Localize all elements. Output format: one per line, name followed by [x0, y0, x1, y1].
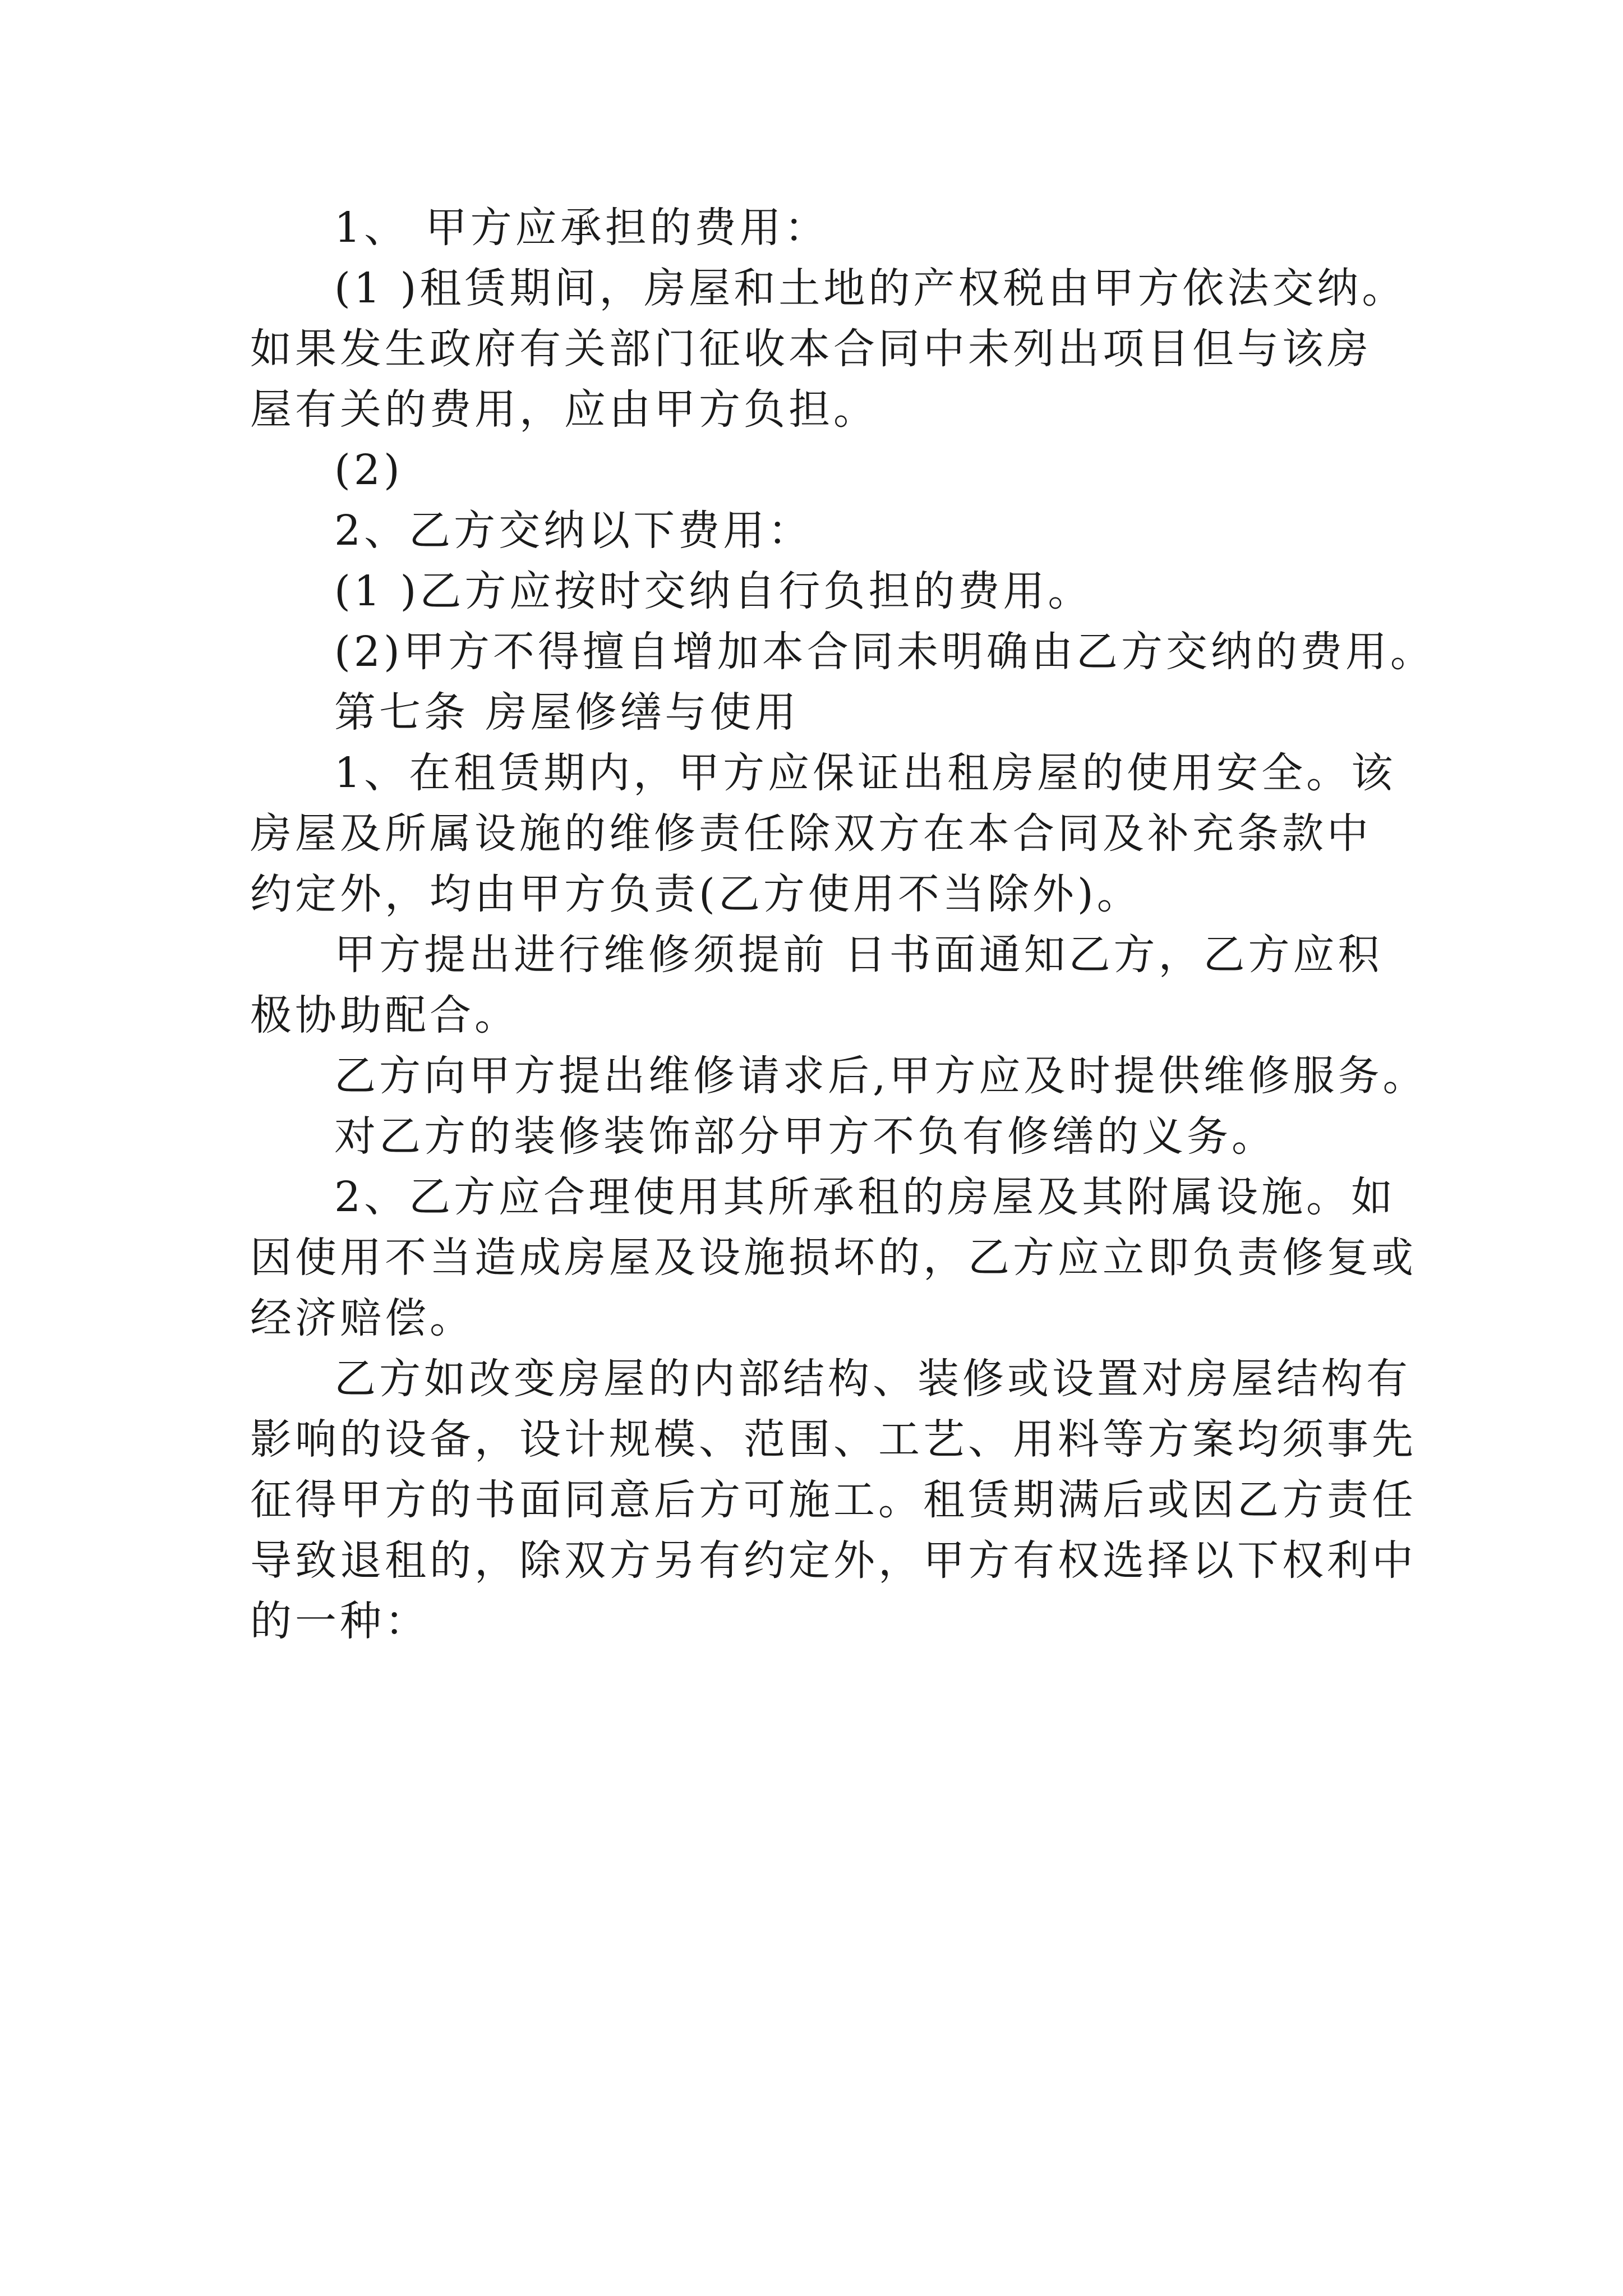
- text-line: 1、在租赁期内，甲方应保证出租房屋的使用安全。该: [334, 749, 1396, 797]
- text-line: 征得甲方的书面同意后方可施工。租赁期满后或因乙方责任: [250, 1476, 1417, 1524]
- text-line: 1、 甲方应承担的费用：: [334, 204, 829, 252]
- text-line: (1 )租赁期间，房屋和土地的产权税由甲方依法交纳。: [334, 264, 1407, 312]
- text-line: 极协助配合。: [250, 991, 519, 1039]
- text-line: 对乙方的装修装饰部分甲方不负有修缮的义务。: [334, 1112, 1276, 1161]
- text-line: 因使用不当造成房屋及设施损坏的，乙方应立即负责修复或: [250, 1234, 1417, 1282]
- text-line: 经济赔偿。: [250, 1294, 474, 1342]
- text-line: 2、乙方应合理使用其所承租的房屋及其附属设施。如: [334, 1173, 1396, 1221]
- text-line: 乙方向甲方提出维修请求后,甲方应及时提供维修服务。: [334, 1052, 1428, 1100]
- text-line: (2): [334, 446, 403, 494]
- section-heading: 第七条 房屋修缮与使用: [334, 688, 800, 737]
- text-line: 2、乙方交纳以下费用：: [334, 507, 813, 555]
- text-line: 如果发生政府有关部门征收本合同中未列出项目但与该房: [250, 325, 1372, 373]
- document-body: [250, 197, 1435, 1651]
- text-line: 屋有关的费用，应由甲方负担。: [250, 385, 878, 434]
- text-line: 导致退租的，除双方另有约定外，甲方有权选择以下权利中: [250, 1536, 1417, 1585]
- text-line: 的一种：: [250, 1597, 430, 1645]
- text-line: 乙方如改变房屋的内部结构、装修或设置对房屋结构有: [334, 1355, 1411, 1403]
- text-line: (2)甲方不得擅自增加本合同未明确由乙方交纳的费用。: [334, 628, 1435, 676]
- text-line: 约定外，均由甲方负责(乙方使用不当除外)。: [250, 870, 1142, 918]
- text-line: 房屋及所属设施的维修责任除双方在本合同及补充条款中: [250, 809, 1372, 858]
- text-line: (1 )乙方应按时交纳自行负担的费用。: [334, 567, 1093, 615]
- text-line: 影响的设备，设计规模、范围、工艺、用料等方案均须事先: [250, 1415, 1417, 1464]
- text-line: 甲方提出进行维修须提前 日书面通知乙方，乙方应积: [334, 931, 1383, 979]
